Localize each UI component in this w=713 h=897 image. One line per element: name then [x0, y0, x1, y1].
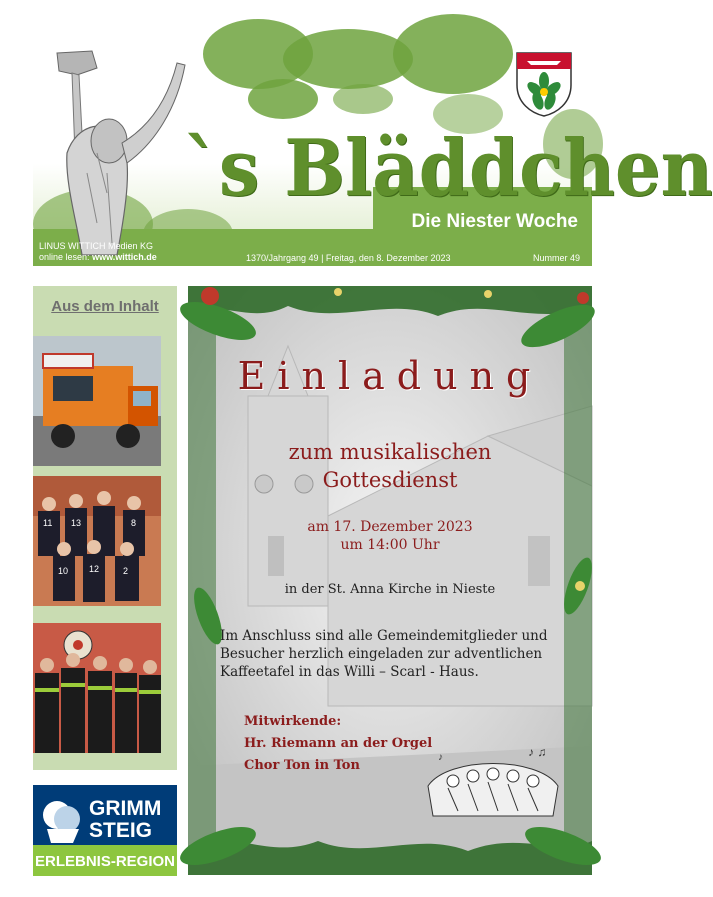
invitation-date	[188, 518, 592, 554]
newspaper-subtitle: Die Niester Woche	[411, 211, 578, 232]
issue-number: Nummer 49	[532, 253, 580, 263]
invitation-subheading	[188, 438, 592, 494]
grimmsteig-logo[interactable]	[33, 785, 177, 876]
time-line: um 14:00 Uhr	[340, 537, 440, 553]
svg-text:11: 11	[43, 518, 53, 528]
contents-heading: Aus dem Inhalt	[51, 298, 159, 315]
body-line1: Im Anschluss sind alle Gemeindemitglieder und	[220, 628, 548, 644]
participant-organ: Hr. Riemann an der Orgel	[244, 736, 433, 751]
contents-thumbnail-vehicle[interactable]	[33, 336, 161, 466]
newspaper-title: `s Bläddchen	[183, 123, 713, 214]
invitation-feature	[188, 286, 592, 875]
contents-thumbnail-team[interactable]	[33, 476, 161, 606]
issue-line: 1370/Jahrgang 49 | Freitag, den 8. Dezember 2023	[246, 253, 451, 263]
publisher-name: LINUS WITTICH Medien KG	[39, 241, 154, 251]
subheading-line2: Gottesdienst	[322, 468, 458, 492]
participant-choir: Chor Ton in Ton	[244, 758, 360, 773]
online-prefix: online lesen:	[39, 252, 90, 262]
participants-block	[244, 714, 432, 773]
svg-text:♪ ♫: ♪ ♫	[528, 745, 547, 759]
masthead	[33, 39, 713, 266]
grimmsteig-brothers-icon	[33, 785, 177, 876]
svg-text:10: 10	[58, 566, 69, 576]
logo-line2: STEIG	[89, 819, 153, 842]
subheading-line1: zum musikalischen	[288, 440, 492, 464]
online-read-line	[39, 252, 157, 263]
logo-line3: ERLEBNIS-REGION	[34, 853, 176, 870]
body-line2: Besucher herzlich eingeladen zur adventlichen	[220, 646, 543, 662]
coat-of-arms-icon	[513, 49, 575, 117]
invitation-body	[220, 627, 580, 681]
svg-text:♪: ♪	[438, 752, 443, 763]
logo-line1: GRIMM	[89, 797, 162, 820]
online-url-link[interactable]: www.wittich.de	[92, 252, 157, 262]
invitation-place: in der St. Anna Kirche in Nieste	[284, 582, 496, 597]
svg-text:12: 12	[89, 564, 100, 574]
invitation-heading: Einladung	[237, 354, 543, 398]
contents-sidebar	[33, 286, 177, 770]
svg-text:8: 8	[131, 518, 137, 528]
contents-thumbnail-darts[interactable]	[33, 623, 161, 753]
date-line: am 17. Dezember 2023	[307, 519, 473, 535]
participants-label: Mitwirkende:	[244, 714, 342, 729]
svg-text:13: 13	[71, 518, 82, 528]
publisher-info	[39, 241, 157, 263]
body-line3: Kaffeetafel in das Willi – Scarl - Haus.	[220, 664, 479, 680]
svg-text:2: 2	[123, 566, 129, 576]
